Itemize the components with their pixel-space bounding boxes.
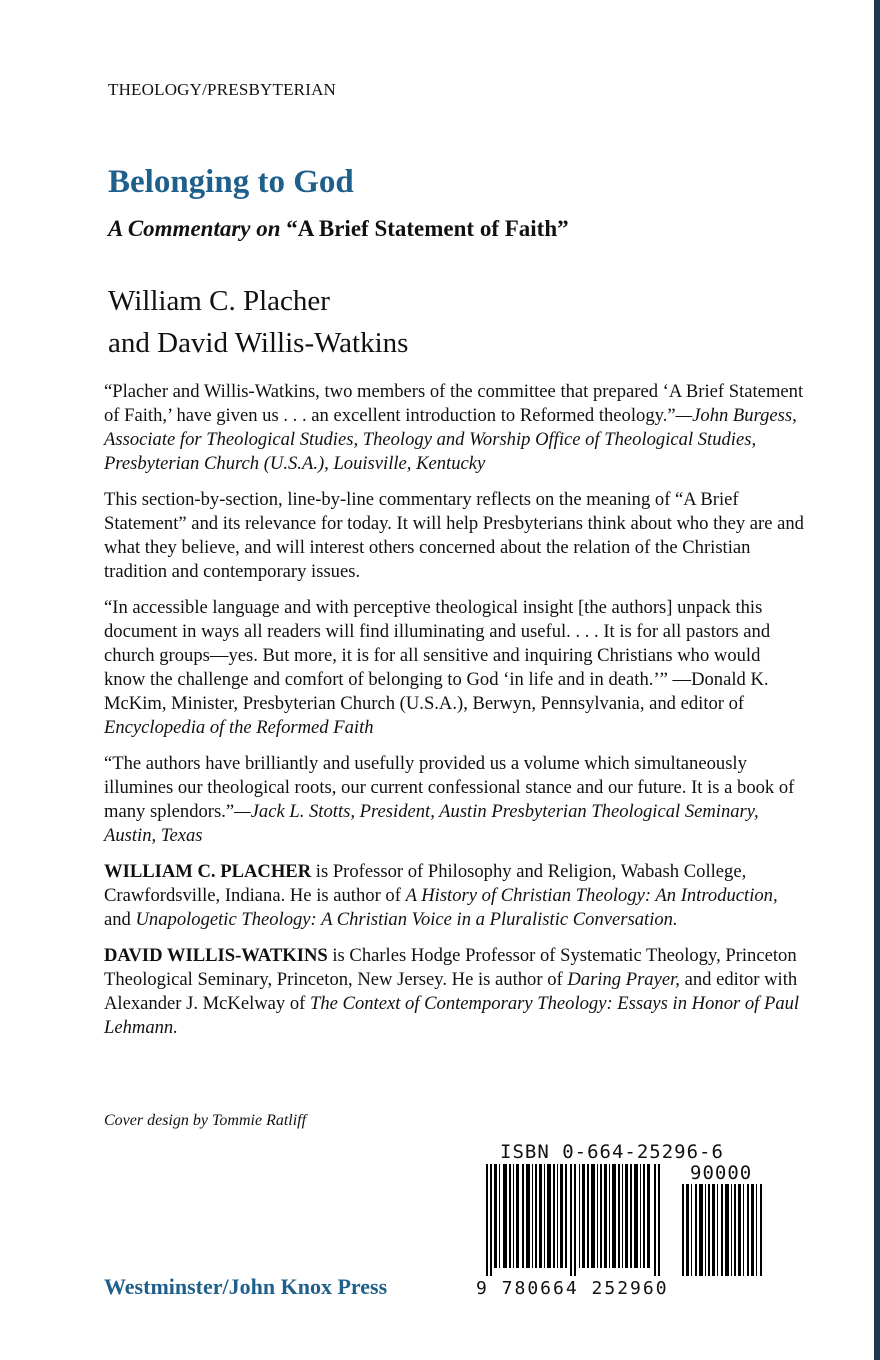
book-title: Belonging to God bbox=[108, 164, 354, 200]
cover-credit: Cover design by Tommie Ratliff bbox=[104, 1112, 307, 1129]
bio-willis-watkins: DAVID WILLIS-WATKINS is Charles Hodge Professor of Systematic Theology, Princeton Theological Seminary, Princeton, New Jersey. He is author of Daring Prayer, and editor with Alexander J. McKelway of The Context of Contemporary Theology: Essays in Honor of Paul Lehmann. bbox=[104, 945, 800, 1038]
subtitle-quoted: “A Brief Statement of Faith” bbox=[286, 216, 569, 241]
blurb-stotts: “The authors have brilliantly and usefully provided us a volume which simultaneously illumines our theological roots, our current confessional stance and our future. It is a book of many splendors.”—Jack L. Stotts, President, Austin Presbyterian Theological Seminary, Austin, Texas bbox=[104, 753, 795, 846]
author-line-1: William C. Placher bbox=[108, 285, 330, 317]
author-line-2: and David Willis-Watkins bbox=[108, 327, 409, 359]
description: This section-by-section, line-by-line commentary reflects on the meaning of “A Brief Statement” and its relevance for today. It will help Presbyterians think about who they are and what they believe, and will interest others concerned about the relation of the Christian tradition and contemporary issues. bbox=[104, 489, 804, 582]
book-subtitle bbox=[108, 216, 569, 242]
category-label: THEOLOGY/PRESBYTERIAN bbox=[108, 80, 337, 99]
bio-placher: WILLIAM C. PLACHER is Professor of Philosophy and Religion, Wabash College, Crawfordsville, Indiana. He is author of A History of Christian Theology: An Introduction, and Unapologetic Theology: A Christian Voice in a Pluralistic Conversation. bbox=[104, 861, 778, 930]
subtitle-italic: A Commentary on bbox=[108, 216, 281, 241]
barcode-digits: 9 780664 252960 bbox=[476, 1278, 669, 1299]
back-cover-copy bbox=[104, 380, 804, 1052]
isbn-addon-barcode bbox=[680, 1184, 770, 1276]
isbn-label: ISBN 0-664-25296-6 bbox=[500, 1141, 724, 1163]
publisher-name: Westminster/John Knox Press bbox=[104, 1274, 388, 1299]
authors bbox=[108, 280, 408, 364]
spine-edge bbox=[874, 0, 880, 1360]
barcode-addon-digits: 90000 bbox=[690, 1162, 753, 1184]
isbn-barcode bbox=[480, 1164, 670, 1276]
blurb-burgess: “Placher and Willis-Watkins, two members of the committee that prepared ‘A Brief Statement of Faith,’ have given us . . . an excellent introduction to Reformed theology.”—John Burgess, Associate for Theological Studies, Theology and Worship Office of Theological Studies, Presbyterian Church (U.S.A.), Louisville, Kentucky bbox=[104, 381, 804, 474]
blurb-mckim: “In accessible language and with perceptive theological insight [the authors] unpack this document in ways all readers will find illuminating and useful. . . . It is for all pastors and church groups—yes. But more, it is for all sensitive and inquiring Christians who would know the challenge and comfort of belonging to God ‘in life and in death.’” —Donald K. McKim, Minister, Presbyterian Church (U.S.A.), Berwyn, Pennsylvania, and editor of Encyclopedia of the Reformed Faith bbox=[104, 597, 771, 738]
